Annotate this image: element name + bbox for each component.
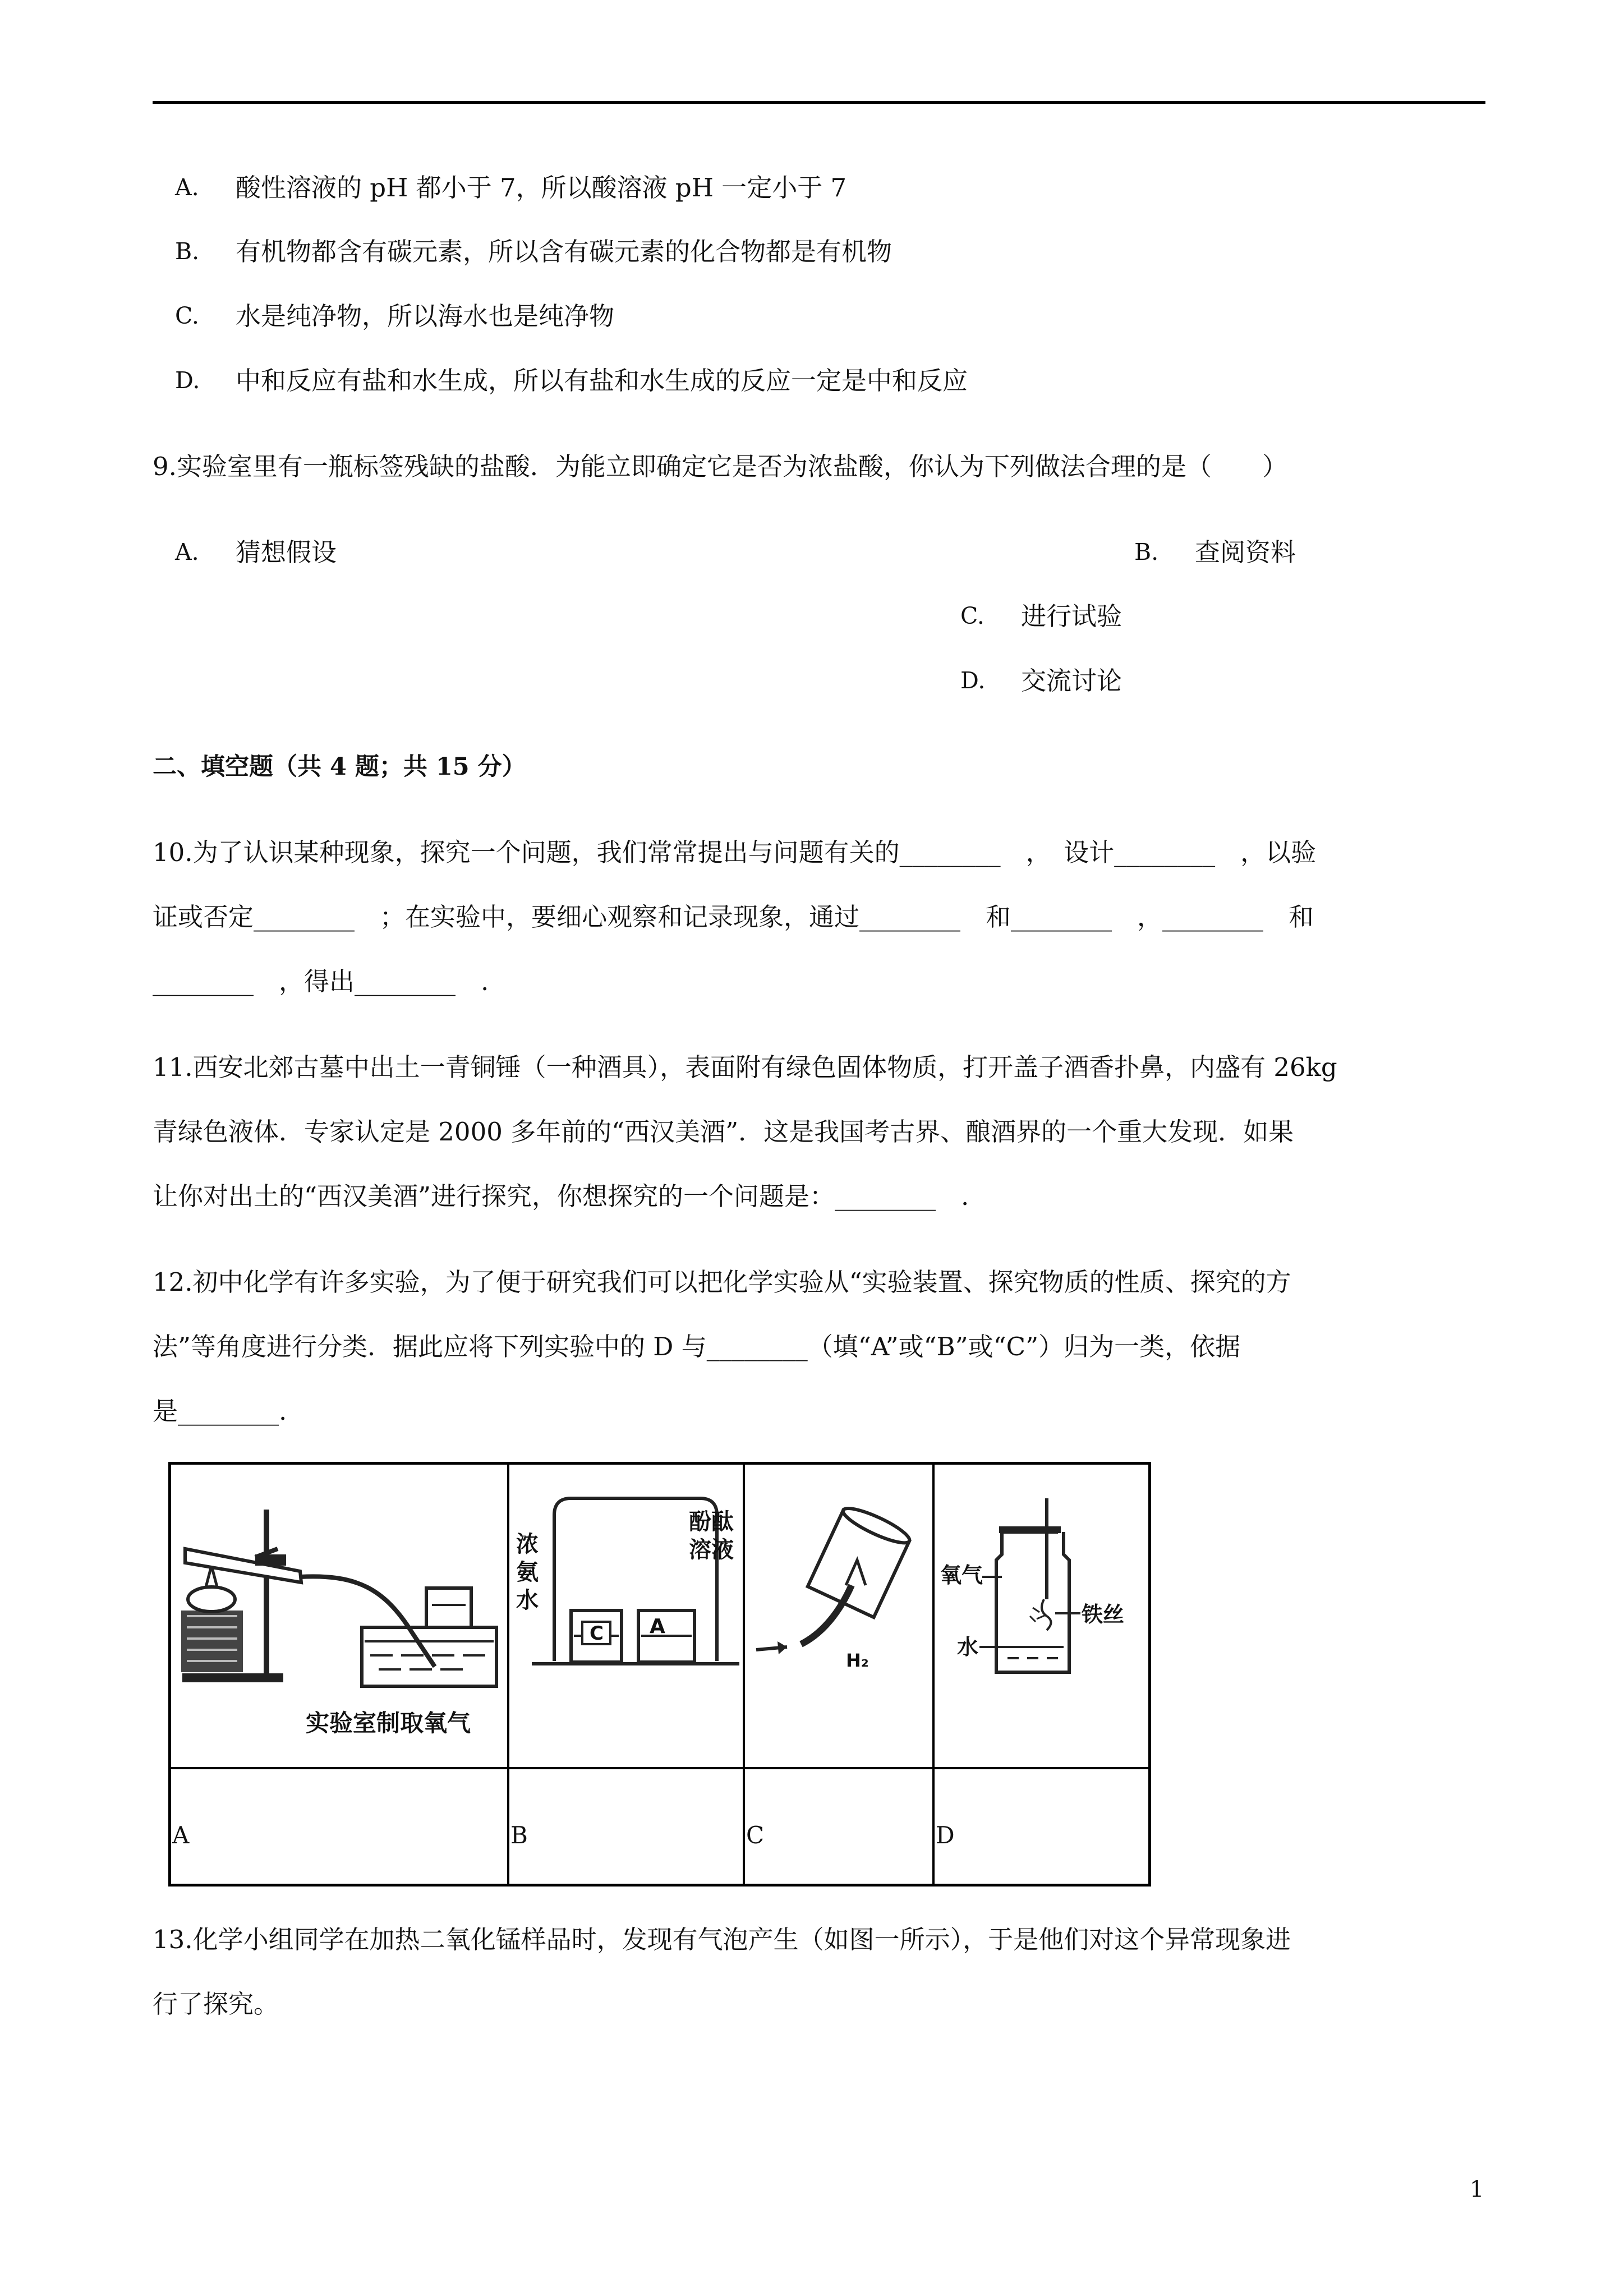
concentrated-ammonia-label-1: 浓 xyxy=(516,1531,539,1557)
hydrogen-combustion-image xyxy=(745,1465,932,1767)
iron-wire-combustion-image xyxy=(935,1465,1148,1767)
q9-stem: 9.实验室里有一瓶标签残缺的盐酸．为能立即确定它是否为浓盐酸，你认为下列做法合理的是（ ） xyxy=(153,452,1287,481)
hydrogen-label: H₂ xyxy=(846,1650,869,1671)
q10-line-2: 证或否定________ ；在实验中，要细心观察和记录现象，通过________ 和________ ，________ 和 xyxy=(153,902,1314,932)
figure-a-cell xyxy=(171,1465,507,1767)
figure-label-b: B xyxy=(510,1821,528,1849)
phenolphthalein-label-1: 酚酞 xyxy=(689,1509,734,1535)
q11-line-2: 青绿色液体．专家认定是 2000 多年前的“西汉美酒”．这是我国考古界、酿酒界的一个重大发现．如果 xyxy=(153,1117,1294,1147)
header-rule xyxy=(153,101,1485,104)
q9-option-a-text: 猜想假设 xyxy=(236,537,337,567)
q11-line-3: 让你对出土的“西汉美酒”进行探究，你想探究的一个问题是：________ . xyxy=(153,1181,969,1211)
figure-b-cell xyxy=(509,1465,743,1767)
figure-label-a: A xyxy=(172,1821,190,1849)
beaker-c-label: C xyxy=(590,1622,604,1645)
q12-line-2: 法”等角度进行分类．据此应将下列实验中的 D 与________（填“A”或“B”或“C”）归为一类，依据 xyxy=(153,1332,1241,1361)
q8-option-a-letter: A. xyxy=(175,174,199,201)
water-label: 水 xyxy=(957,1635,979,1659)
ammonia-diffusion-image xyxy=(509,1465,743,1767)
q8-option-a-text: 酸性溶液的 pH 都小于 7，所以酸溶液 pH 一定小于 7 xyxy=(236,173,847,203)
experiment-figure-table xyxy=(168,1462,1151,1887)
figure-label-c: C xyxy=(746,1821,765,1849)
section-title-fill-in: 二、填空题（共 4 题；共 15 分） xyxy=(153,753,526,781)
figure-d-cell xyxy=(935,1465,1148,1767)
q9-option-b-letter: B. xyxy=(1134,539,1159,565)
q12-line-3: 是________. xyxy=(153,1396,287,1426)
q12-line-1: 12.初中化学有许多实验，为了便于研究我们可以把化学实验从“实验装置、探究物质的性质、探究的方 xyxy=(153,1267,1291,1297)
q8-option-c-letter: C. xyxy=(175,302,199,329)
beaker-a-label: A xyxy=(650,1615,665,1638)
phenolphthalein-label-2: 溶液 xyxy=(689,1537,734,1563)
figure-a-caption: 实验室制取氧气 xyxy=(306,1709,471,1737)
figure-c-cell xyxy=(745,1465,932,1767)
q13-line-1: 13.化学小组同学在加热二氧化锰样品时，发现有气泡产生（如图一所示），于是他们对这个异常现象进 xyxy=(153,1925,1291,1954)
q8-option-d-text: 中和反应有盐和水生成，所以有盐和水生成的反应一定是中和反应 xyxy=(236,366,968,395)
oxygen-label: 氧气 xyxy=(940,1563,983,1588)
q8-option-b-text: 有机物都含有碳元素，所以含有碳元素的化合物都是有机物 xyxy=(236,237,892,266)
q8-option-d-letter: D. xyxy=(175,367,200,394)
q8-option-b-letter: B. xyxy=(175,238,200,265)
q9-option-b-text: 查阅资料 xyxy=(1195,537,1296,567)
q13-line-2: 行了探究。 xyxy=(153,1989,279,2019)
concentrated-ammonia-label-2: 氨 xyxy=(516,1559,539,1585)
page-number: 1 xyxy=(1470,2177,1484,2202)
q9-option-d-letter: D. xyxy=(960,667,986,694)
q11-line-1: 11.西安北郊古墓中出土一青铜锤（一种酒具），表面附有绿色固体物质，打开盖子酒香扑鼻，内盛有 26kg xyxy=(153,1052,1337,1082)
table-divider xyxy=(171,1767,1148,1769)
iron-wire-label: 铁丝 xyxy=(1082,1602,1125,1627)
q9-option-a-letter: A. xyxy=(175,539,199,565)
q9-option-c-text: 进行试验 xyxy=(1021,601,1122,631)
figure-label-d: D xyxy=(936,1821,955,1849)
oxygen-preparation-apparatus-image xyxy=(171,1465,507,1767)
q9-option-d-text: 交流讨论 xyxy=(1021,666,1122,696)
q10-line-1: 10.为了认识某种现象，探究一个问题，我们常常提出与问题有关的________ ， 设计________ ，以验 xyxy=(153,838,1317,867)
concentrated-ammonia-label-3: 水 xyxy=(516,1588,539,1613)
q9-option-c-letter: C. xyxy=(960,602,984,629)
q8-option-c-text: 水是纯净物，所以海水也是纯净物 xyxy=(236,301,615,331)
q10-line-3: ________ ，得出________ . xyxy=(153,967,489,996)
